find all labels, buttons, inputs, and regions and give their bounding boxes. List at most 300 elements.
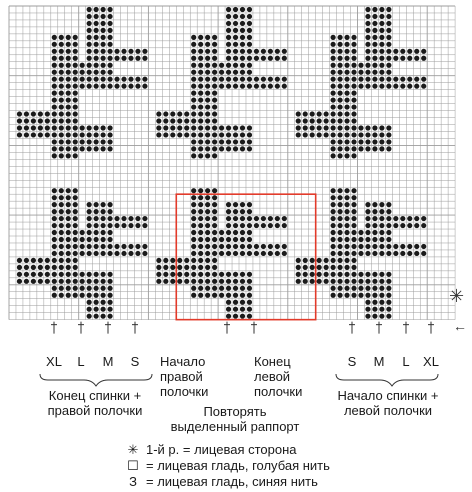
stitch-dot bbox=[100, 223, 105, 228]
stitch-dot bbox=[372, 202, 377, 207]
stitch-dot bbox=[205, 125, 210, 130]
stitch-dot bbox=[52, 272, 57, 277]
stitch-dot bbox=[73, 279, 78, 284]
stitch-dot bbox=[261, 49, 266, 54]
stitch-dot bbox=[198, 49, 203, 54]
stitch-dot bbox=[233, 209, 238, 214]
stitch-dot bbox=[198, 230, 203, 235]
stitch-dot bbox=[100, 35, 105, 40]
stitch-dot bbox=[87, 300, 92, 305]
stitch-dot bbox=[351, 195, 356, 200]
stitch-dot bbox=[66, 230, 71, 235]
stitch-dot bbox=[66, 91, 71, 96]
stitch-dot bbox=[205, 223, 210, 228]
stitch-dot bbox=[205, 195, 210, 200]
stitch-dot bbox=[66, 56, 71, 61]
stitch-dot bbox=[365, 35, 370, 40]
stitch-dot bbox=[254, 223, 259, 228]
stitch-dot bbox=[254, 77, 259, 82]
stitch-dot bbox=[198, 286, 203, 291]
stitch-dot bbox=[247, 7, 252, 12]
stitch-dot bbox=[80, 237, 85, 242]
stitch-dot bbox=[400, 77, 405, 82]
stitch-dot bbox=[268, 56, 273, 61]
stitch-dot bbox=[87, 146, 92, 151]
right-caption-line1: Начало спинки + bbox=[337, 388, 439, 403]
stitch-dot bbox=[254, 216, 259, 221]
stitch-dot bbox=[372, 223, 377, 228]
stitch-dot bbox=[337, 244, 342, 249]
stitch-dot bbox=[379, 132, 384, 137]
stitch-dot bbox=[191, 265, 196, 270]
stitch-dot bbox=[100, 139, 105, 144]
stitch-dot bbox=[344, 293, 349, 298]
stitch-dot bbox=[344, 279, 349, 284]
stitch-dot bbox=[351, 265, 356, 270]
stitch-dot bbox=[198, 265, 203, 270]
stitch-dot bbox=[205, 42, 210, 47]
stitch-dot bbox=[142, 216, 147, 221]
stitch-dot bbox=[337, 293, 342, 298]
stitch-dot bbox=[337, 279, 342, 284]
stitch-dot bbox=[331, 202, 336, 207]
stitch-dot bbox=[94, 84, 99, 89]
stitch-dot bbox=[226, 84, 231, 89]
stitch-dot bbox=[191, 84, 196, 89]
stitch-dot bbox=[372, 216, 377, 221]
legend-row-2 bbox=[126, 458, 330, 473]
stitch-dot bbox=[80, 84, 85, 89]
stitch-dot bbox=[59, 104, 64, 109]
stitch-dot bbox=[351, 293, 356, 298]
stitch-dot bbox=[372, 230, 377, 235]
stitch-dot bbox=[219, 125, 224, 130]
stitch-dot bbox=[191, 258, 196, 263]
stitch-dot bbox=[226, 139, 231, 144]
stitch-dot bbox=[240, 28, 245, 33]
stitch-dot bbox=[240, 286, 245, 291]
stitch-dot bbox=[414, 223, 419, 228]
stitch-dot bbox=[205, 209, 210, 214]
stitch-dot bbox=[156, 111, 161, 116]
stitch-dot bbox=[379, 307, 384, 312]
stitch-dot bbox=[80, 139, 85, 144]
stitch-dot bbox=[331, 153, 336, 158]
stitch-dot bbox=[372, 300, 377, 305]
stitch-dot bbox=[38, 132, 43, 137]
stitch-dot bbox=[170, 258, 175, 263]
stitch-dot bbox=[52, 118, 57, 123]
stitch-dot bbox=[379, 293, 384, 298]
stitch-dot bbox=[344, 97, 349, 102]
stitch-dot bbox=[94, 35, 99, 40]
stitch-dot bbox=[80, 230, 85, 235]
stitch-dot bbox=[379, 7, 384, 12]
stitch-dot bbox=[365, 21, 370, 26]
stitch-dot bbox=[121, 56, 126, 61]
stitch-dot bbox=[73, 125, 78, 130]
stitch-dot bbox=[52, 111, 57, 116]
stitch-dot bbox=[324, 258, 329, 263]
stitch-dot bbox=[59, 63, 64, 68]
stitch-dot bbox=[191, 244, 196, 249]
stitch-dot bbox=[386, 223, 391, 228]
stitch-dot bbox=[198, 84, 203, 89]
stitch-dot bbox=[59, 237, 64, 242]
stitch-dot bbox=[198, 209, 203, 214]
stitch-dot bbox=[198, 244, 203, 249]
stitch-dot bbox=[219, 146, 224, 151]
stitch-dot bbox=[100, 7, 105, 12]
stitch-dot bbox=[205, 251, 210, 256]
stitch-dot bbox=[219, 63, 224, 68]
stitch-dot bbox=[135, 49, 140, 54]
stitch-dot bbox=[233, 70, 238, 75]
stitch-dot bbox=[240, 223, 245, 228]
stitch-dot bbox=[66, 118, 71, 123]
stitch-dot bbox=[337, 139, 342, 144]
stitch-dot bbox=[212, 49, 217, 54]
left-brace bbox=[0, 370, 472, 390]
stitch-dot bbox=[163, 132, 168, 137]
stitch-dot bbox=[205, 146, 210, 151]
stitch-dot bbox=[205, 230, 210, 235]
stitch-dot bbox=[296, 125, 301, 130]
stitch-dot bbox=[212, 70, 217, 75]
stitch-dot bbox=[52, 146, 57, 151]
stitch-dot bbox=[379, 209, 384, 214]
stitch-dot bbox=[254, 49, 259, 54]
stitch-dot bbox=[310, 279, 315, 284]
stitch-dot bbox=[100, 70, 105, 75]
stitch-dot bbox=[337, 132, 342, 137]
stitch-dot bbox=[400, 49, 405, 54]
stitch-dot bbox=[163, 258, 168, 263]
stitch-dot bbox=[24, 258, 29, 263]
stitch-dot bbox=[379, 139, 384, 144]
stitch-dot bbox=[268, 223, 273, 228]
stitch-dot bbox=[52, 70, 57, 75]
stitch-dot bbox=[121, 77, 126, 82]
stitch-dot bbox=[198, 216, 203, 221]
stitch-dot bbox=[59, 202, 64, 207]
stitch-dot bbox=[331, 139, 336, 144]
stitch-dot bbox=[247, 223, 252, 228]
stitch-dot bbox=[177, 279, 182, 284]
stitch-dot bbox=[331, 188, 336, 193]
stitch-dot bbox=[414, 251, 419, 256]
stitch-dot bbox=[358, 84, 363, 89]
stitch-dot bbox=[24, 111, 29, 116]
stitch-dot bbox=[212, 195, 217, 200]
stitch-dot bbox=[219, 70, 224, 75]
stitch-dot bbox=[59, 139, 64, 144]
stitch-dot bbox=[94, 300, 99, 305]
stitch-dot bbox=[400, 56, 405, 61]
stitch-dot bbox=[254, 244, 259, 249]
stitch-dot bbox=[344, 272, 349, 277]
stitch-dot bbox=[170, 272, 175, 277]
stitch-dot bbox=[73, 237, 78, 242]
stitch-dot bbox=[59, 70, 64, 75]
stitch-dot bbox=[52, 104, 57, 109]
stitch-dot bbox=[358, 139, 363, 144]
asterisk-icon: ✳ bbox=[127, 442, 139, 457]
left-size-s: S bbox=[130, 354, 140, 369]
stitch-dot bbox=[310, 125, 315, 130]
stitch-dot bbox=[254, 84, 259, 89]
stitch-dot bbox=[226, 216, 231, 221]
stitch-dot bbox=[128, 77, 133, 82]
stitch-dot bbox=[80, 77, 85, 82]
stitch-dot bbox=[87, 28, 92, 33]
stitch-dot bbox=[87, 279, 92, 284]
stitch-dot bbox=[240, 230, 245, 235]
stitch-dot bbox=[219, 132, 224, 137]
stitch-dot bbox=[205, 63, 210, 68]
stitch-dot bbox=[191, 125, 196, 130]
stitch-dot bbox=[100, 244, 105, 249]
stitch-dot bbox=[344, 111, 349, 116]
stitch-dot bbox=[100, 272, 105, 277]
stitch-dot bbox=[275, 251, 280, 256]
stitch-dot bbox=[344, 63, 349, 68]
stitch-dot bbox=[107, 293, 112, 298]
stitch-dot bbox=[407, 251, 412, 256]
stitch-dot bbox=[52, 251, 57, 256]
stitch-dot bbox=[296, 132, 301, 137]
left-caption bbox=[25, 388, 165, 418]
stitch-dot bbox=[66, 97, 71, 102]
stitch-dot bbox=[226, 272, 231, 277]
stitch-dot bbox=[66, 70, 71, 75]
stitch-dot bbox=[87, 49, 92, 54]
stitch-dot bbox=[59, 286, 64, 291]
stitch-dot bbox=[386, 209, 391, 214]
stitch-dot bbox=[80, 272, 85, 277]
stitch-dot bbox=[240, 77, 245, 82]
stitch-dot bbox=[317, 258, 322, 263]
stitch-dot bbox=[45, 279, 50, 284]
stitch-dot bbox=[379, 223, 384, 228]
stitch-dot bbox=[386, 28, 391, 33]
left-size-l: L bbox=[77, 354, 85, 369]
stitch-dot bbox=[31, 132, 36, 137]
stitch-dot bbox=[94, 132, 99, 137]
stitch-dot bbox=[261, 244, 266, 249]
stitch-dot bbox=[87, 307, 92, 312]
stitch-dot bbox=[275, 49, 280, 54]
stitch-dot bbox=[365, 14, 370, 19]
stitch-dot bbox=[73, 84, 78, 89]
stitch-dot bbox=[212, 97, 217, 102]
stitch-dot bbox=[87, 132, 92, 137]
stitch-dot bbox=[52, 125, 57, 130]
stitch-dot bbox=[66, 42, 71, 47]
stitch-dot bbox=[52, 265, 57, 270]
stitch-dot bbox=[331, 216, 336, 221]
stitch-dot bbox=[337, 56, 342, 61]
stitch-dot bbox=[358, 70, 363, 75]
stitch-dot bbox=[351, 97, 356, 102]
stitch-dot bbox=[344, 84, 349, 89]
stitch-dot bbox=[379, 63, 384, 68]
stitch-dot bbox=[52, 132, 57, 137]
stitch-dot bbox=[310, 111, 315, 116]
stitch-dot bbox=[128, 84, 133, 89]
stitch-dot bbox=[331, 111, 336, 116]
stitch-dot bbox=[247, 42, 252, 47]
stitch-dot bbox=[351, 42, 356, 47]
stitch-dot bbox=[233, 35, 238, 40]
stitch-dot bbox=[282, 223, 287, 228]
stitch-dot bbox=[393, 84, 398, 89]
stitch-dot bbox=[324, 272, 329, 277]
end-left-line1: Конец bbox=[254, 354, 291, 369]
empty-square-icon: ☐ bbox=[127, 458, 139, 473]
stitch-dot bbox=[344, 146, 349, 151]
stitch-dot bbox=[254, 251, 259, 256]
stitch-dot bbox=[337, 49, 342, 54]
stitch-dot bbox=[310, 258, 315, 263]
stitch-dot bbox=[135, 84, 140, 89]
stitch-dot bbox=[94, 251, 99, 256]
stitch-dot bbox=[351, 118, 356, 123]
legend-text-2: = лицевая гладь, голубая нить bbox=[146, 458, 330, 473]
stitch-dot bbox=[247, 70, 252, 75]
stitch-dot bbox=[317, 118, 322, 123]
stitch-dot bbox=[59, 77, 64, 82]
stitch-dot bbox=[226, 49, 231, 54]
stitch-dot bbox=[331, 104, 336, 109]
stitch-dot bbox=[198, 63, 203, 68]
stitch-dot bbox=[94, 70, 99, 75]
stitch-dot bbox=[282, 216, 287, 221]
stitch-dot bbox=[177, 258, 182, 263]
stitch-dot bbox=[296, 272, 301, 277]
stitch-dot bbox=[386, 286, 391, 291]
stitch-dot bbox=[191, 251, 196, 256]
stitch-dot bbox=[317, 272, 322, 277]
stitch-dot bbox=[198, 77, 203, 82]
stitch-dot bbox=[365, 279, 370, 284]
stitch-dot bbox=[324, 265, 329, 270]
stitch-dot bbox=[52, 84, 57, 89]
stitch-dot bbox=[247, 209, 252, 214]
stitch-dot bbox=[386, 7, 391, 12]
stitch-dot bbox=[331, 279, 336, 284]
left-size-m: M bbox=[102, 354, 114, 369]
stitch-dot bbox=[247, 28, 252, 33]
stitch-dot bbox=[421, 49, 426, 54]
stitch-dot bbox=[247, 230, 252, 235]
stitch-dot bbox=[177, 265, 182, 270]
stitch-dot bbox=[205, 286, 210, 291]
stitch-dot bbox=[421, 77, 426, 82]
stitch-dot bbox=[282, 244, 287, 249]
stitch-dot bbox=[240, 132, 245, 137]
stitch-dot bbox=[233, 63, 238, 68]
stitch-dot bbox=[331, 209, 336, 214]
stitch-dot bbox=[226, 132, 231, 137]
stitch-dot bbox=[372, 132, 377, 137]
stitch-dot bbox=[275, 223, 280, 228]
stitch-dot bbox=[261, 84, 266, 89]
stitch-dot bbox=[365, 70, 370, 75]
stitch-dot bbox=[303, 125, 308, 130]
stitch-dot bbox=[303, 265, 308, 270]
stitch-dot bbox=[331, 265, 336, 270]
stitch-dot bbox=[247, 56, 252, 61]
stitch-dot bbox=[107, 237, 112, 242]
stitch-dot bbox=[128, 244, 133, 249]
stitch-dot bbox=[414, 56, 419, 61]
stitch-dot bbox=[73, 91, 78, 96]
stitch-dot bbox=[38, 265, 43, 270]
stitch-dot bbox=[94, 293, 99, 298]
stitch-dot bbox=[100, 63, 105, 68]
stitch-dot bbox=[107, 77, 112, 82]
stitch-dot bbox=[73, 244, 78, 249]
stitch-dot bbox=[337, 125, 342, 130]
stitch-dot bbox=[407, 84, 412, 89]
stitch-dot bbox=[344, 132, 349, 137]
stitch-dot bbox=[233, 7, 238, 12]
stitch-dot bbox=[73, 272, 78, 277]
stitch-dot bbox=[233, 237, 238, 242]
stitch-dot bbox=[365, 293, 370, 298]
stitch-dot bbox=[45, 118, 50, 123]
stitch-dot bbox=[240, 314, 245, 319]
stitch-dot bbox=[379, 286, 384, 291]
stitch-dot bbox=[358, 125, 363, 130]
stitch-dot bbox=[365, 237, 370, 242]
stitch-dot bbox=[379, 202, 384, 207]
stitch-dot bbox=[100, 209, 105, 214]
stitch-dot bbox=[233, 14, 238, 19]
stitch-dot bbox=[191, 188, 196, 193]
stitch-dot bbox=[52, 77, 57, 82]
stitch-dot bbox=[303, 118, 308, 123]
stitch-dot bbox=[198, 35, 203, 40]
stitch-dot bbox=[386, 49, 391, 54]
stitch-dot bbox=[331, 97, 336, 102]
stitch-dot bbox=[226, 125, 231, 130]
stitch-dot bbox=[191, 104, 196, 109]
stitch-dot bbox=[205, 91, 210, 96]
stitch-dot bbox=[198, 125, 203, 130]
stitch-dot bbox=[372, 244, 377, 249]
stitch-dot bbox=[226, 146, 231, 151]
stitch-dot bbox=[351, 84, 356, 89]
stitch-dot bbox=[212, 118, 217, 123]
stitch-dot bbox=[80, 146, 85, 151]
stitch-dot bbox=[344, 70, 349, 75]
stitch-dot bbox=[52, 188, 57, 193]
stitch-dot bbox=[45, 132, 50, 137]
stitch-dot bbox=[344, 56, 349, 61]
stitch-dot bbox=[337, 111, 342, 116]
stitch-dot bbox=[372, 307, 377, 312]
stitch-dot bbox=[379, 244, 384, 249]
stitch-dot bbox=[156, 125, 161, 130]
stitch-dot bbox=[233, 251, 238, 256]
stitch-dot bbox=[414, 77, 419, 82]
stitch-dot bbox=[331, 272, 336, 277]
stitch-dot bbox=[240, 216, 245, 221]
stitch-dot bbox=[233, 146, 238, 151]
stitch-dot bbox=[358, 132, 363, 137]
